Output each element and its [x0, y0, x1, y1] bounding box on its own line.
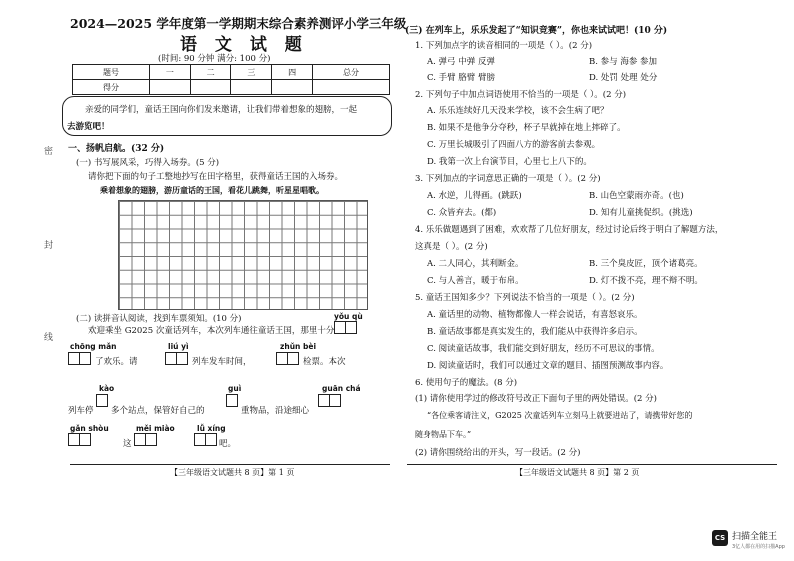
answer-boxes[interactable] [194, 433, 216, 446]
tianzige-grid[interactable] [118, 200, 368, 310]
footer-divider [407, 464, 777, 465]
score-header: 题号 [73, 65, 150, 80]
q2-option-b: B. 如果不是他争分夺秒，杯子早就掉在地上摔碎了。 [427, 123, 626, 133]
score-cell [149, 80, 190, 95]
q2-option-d: D. 我第一次上台演节目，心里七上八下的。 [427, 157, 592, 167]
answer-boxes[interactable] [318, 394, 340, 407]
seal-char: 封 [44, 241, 54, 251]
right-page [397, 0, 794, 561]
q1-option-a: A. 弹弓 中弹 反弹 [427, 57, 495, 67]
q2-line-1: 欢迎乘坐 G2025 次童话列车，本次列车通往童话王国，那里十分 [88, 326, 335, 336]
pinyin-gui: guì [228, 384, 242, 393]
q2-option-a: A. 乐乐连续好几天没来学校，该不会生病了吧？ [427, 106, 609, 116]
q3-option-c: C. 众皆弃去。(都) [427, 208, 497, 218]
q2-line-3c: 重物品，沿途细心 [241, 406, 310, 416]
q1-option-c: C. 手臂 胳臂 臂膀 [427, 73, 496, 83]
subject-title: 语 文 试 题 [180, 35, 308, 55]
q4-line-1: 4. 乐乐做题遇到了困难，欢欢帮了几位好朋友，经过讨论后终于明白了解题方法， [415, 225, 724, 235]
score-header: 总分 [312, 65, 389, 80]
section-3-heading: (三) 在列车上，乐乐发起了“知识竞赛”，你也来试试吧！(10 分) [405, 26, 668, 36]
answer-boxes[interactable] [68, 433, 90, 446]
score-table-header-row [73, 65, 390, 80]
q3-option-a: A. 水逆，儿得画。(跳跃) [427, 191, 522, 201]
q5-option-c: C. 阅读童话故事，我们能交到好朋友，经历不可思议的事情。 [427, 344, 660, 354]
q4-option-a: A. 二人同心，其利断金。 [427, 259, 524, 269]
score-header: 四 [272, 65, 313, 80]
q2-line-4b: 吧。 [219, 439, 237, 449]
q4-line-2: 这真是（ ）。(2 分) [415, 242, 488, 252]
q1-option-b: B. 参与 海参 参加 [589, 57, 658, 67]
answer-boxes[interactable] [334, 321, 356, 334]
intro-line-2: 去游览吧！ [67, 122, 110, 132]
pinyin-lvxing: lǚ xíng [197, 424, 226, 433]
section-1-heading: 一、扬帆启航。(32 分) [68, 144, 165, 154]
pinyin-meimiao: měi miào [136, 424, 175, 433]
pinyin-guancha: guān chá [322, 384, 361, 393]
q2-line-2c: 检票。本次 [303, 357, 346, 367]
q4-option-d: D. 灯不拨不亮，理不辩不明。 [589, 276, 703, 286]
score-header: 三 [231, 65, 272, 80]
q2-line-3a: 列车停 [68, 406, 94, 416]
q1-option-d: D. 处罚 处理 处分 [589, 73, 658, 83]
page-footer-1: 【三年级语文试题共 8 页】第 1 页 [170, 468, 295, 477]
q6-part-2: (2) 请你围绕给出的开头，写一段话。(2 分) [415, 448, 581, 458]
pinyin-youqu: yǒu qù [334, 312, 363, 321]
score-cell [312, 80, 389, 95]
q6-part-1: (1) 请你使用学过的修改符号改正下面句子里的两处错误。(2 分) [415, 394, 657, 404]
q5: 5. 童话王国知多少？下列说法不恰当的一项是（ ）。(2 分) [415, 293, 635, 303]
pinyin-ganshou: gǎn shòu [70, 424, 109, 433]
answer-boxes[interactable] [226, 394, 237, 407]
q2-heading: (二) 读拼音认阅读，找到车票须知。(10 分) [76, 314, 242, 324]
scanner-app-name: 扫描全能王 [732, 532, 778, 542]
q6-quote-line-1: “各位乘客请注义，G2025 次童话列车立刻马上就要进站了，请携带好您的 [427, 411, 693, 420]
score-cell [231, 80, 272, 95]
q1-sentence: 乘着想象的翅膀，游历童话的王国，看花儿跳舞，听星星唱歌。 [100, 185, 324, 195]
score-cell [272, 80, 313, 95]
q3: 3. 下列加点的字词意思正确的一项是（ ）。(2 分) [415, 174, 601, 184]
seal-char: 密 [44, 147, 54, 157]
q1-description: 请你把下面的句子工整地抄写在田字格里，获得童话王国的入场券。 [88, 172, 344, 182]
seal-line-text [44, 140, 58, 480]
q5-option-d: D. 阅读童话时，我们可以通过文章的题目、插图预测故事内容。 [427, 361, 669, 371]
score-header: 二 [190, 65, 231, 80]
pinyin-zhunbei: zhǔn bèi [280, 342, 317, 351]
page-footer-2: 【三年级语文试题共 8 页】第 2 页 [515, 468, 640, 477]
q2: 2. 下列句子中加点词语使用不恰当的一项是（ ）。(2 分) [415, 90, 627, 100]
pinyin-chongman: chōng mǎn [70, 342, 117, 351]
q2-line-2b: 列车发车时间， [192, 357, 252, 367]
scanner-app-tagline: 3亿人都在用的扫描App [732, 544, 785, 550]
pinyin-kao: kào [99, 384, 115, 393]
intro-line-1: 亲爱的同学们，童话王国向你们发来邀请，让我们带着想象的翅膀，一起 [85, 105, 358, 115]
q6: 6. 使用句子的魔法。(8 分) [415, 378, 518, 388]
score-row-label: 得分 [73, 80, 150, 95]
q4-option-b: B. 三个臭皮匠，顶个诸葛亮。 [589, 259, 703, 269]
answer-boxes[interactable] [276, 352, 298, 365]
q2-option-c: C. 万里长城吸引了四面八方的游客前去参观。 [427, 140, 601, 150]
answer-boxes[interactable] [96, 394, 107, 407]
q2-line-3b: 多个站点，保管好自己的 [111, 406, 205, 416]
q1-heading: (一) 书写展风采，巧得入场券。(5 分) [76, 158, 220, 168]
answer-boxes[interactable] [68, 352, 90, 365]
q5-option-b: B. 童话故事都是真实发生的，我们能从中获得许多启示。 [427, 327, 643, 337]
score-header: 一 [149, 65, 190, 80]
answer-boxes[interactable] [165, 352, 187, 365]
intro-box [62, 96, 392, 136]
score-cell [190, 80, 231, 95]
q3-option-b: B. 山色空蒙雨亦奇。(也) [589, 191, 684, 201]
q2-line-2a: 了欢乐。请 [95, 357, 138, 367]
q1: 1. 下列加点字的读音相同的一项是（ ）。(2 分) [415, 41, 593, 51]
score-table [72, 64, 390, 95]
footer-divider [70, 464, 390, 465]
seal-char: 线 [44, 333, 54, 343]
exam-title: 2024—2025 学年度第一学期期末综合素养测评小学三年级 [70, 16, 407, 31]
answer-boxes[interactable] [134, 433, 156, 446]
q3-option-d: D. 知有儿童挑促织。(挑选) [589, 208, 693, 218]
q5-option-a: A. 童话里的动物、植物都像人一样会说话，有喜怒哀乐。 [427, 310, 643, 320]
exam-meta: (时间: 90 分钟 满分: 100 分) [158, 54, 271, 64]
scanner-logo-icon: CS [712, 530, 728, 546]
pinyin-liuyi: liú yì [168, 342, 189, 351]
q4-option-c: C. 与人善言，暖于布帛。 [427, 276, 524, 286]
q6-quote-line-2: 随身物品下车。” [415, 430, 472, 439]
score-table-score-row [73, 80, 390, 95]
q2-line-4a: 这 [123, 439, 132, 449]
